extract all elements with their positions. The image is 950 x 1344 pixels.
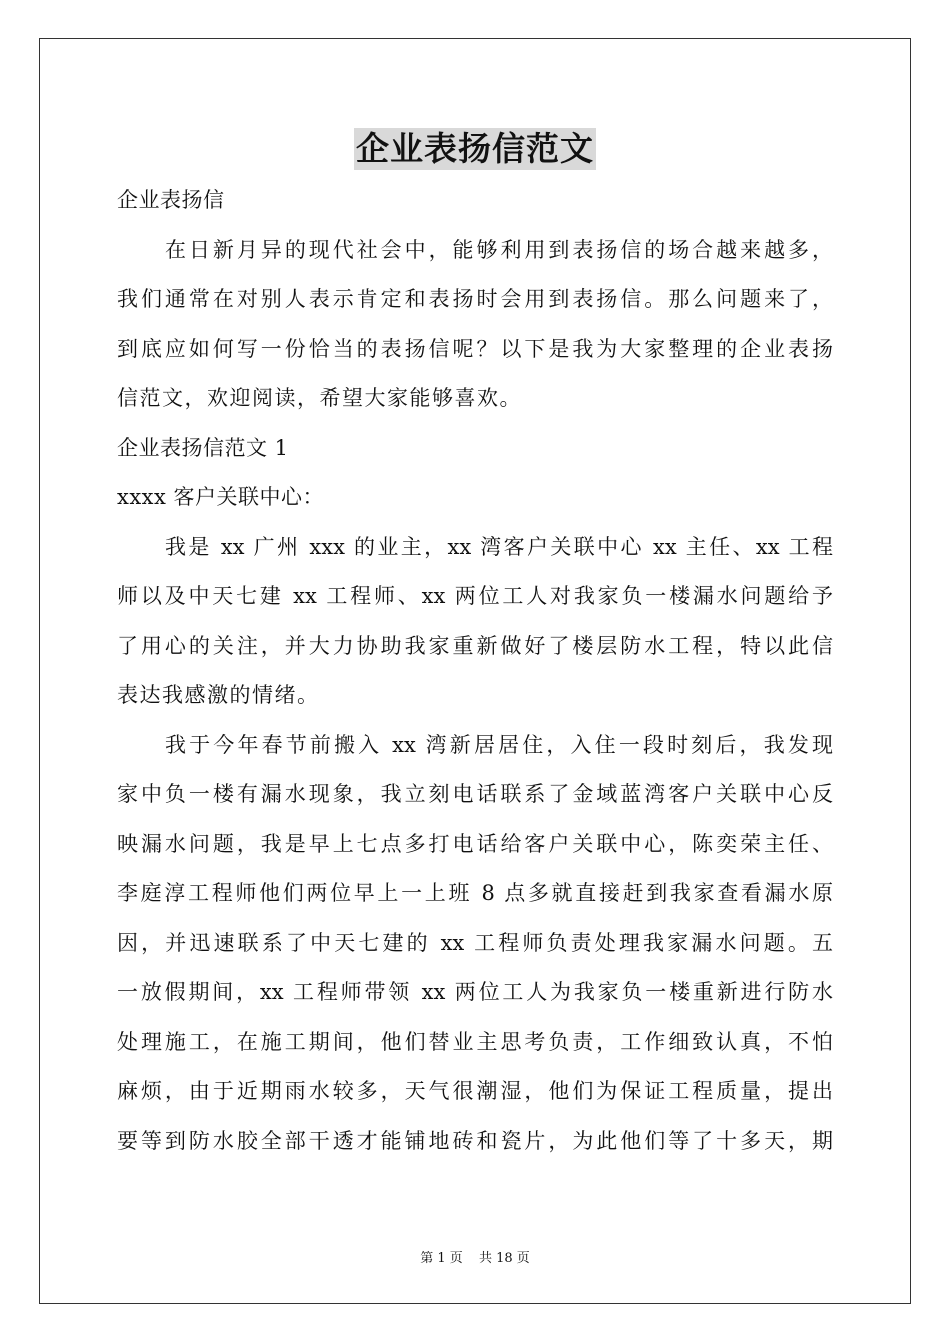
- text-line: 在日新月异的现代社会中，能够利用到表扬信的场合越来越多，: [165, 237, 833, 262]
- text-line: 企业表扬信: [117, 188, 225, 212]
- text-line: 李庭淳工程师他们两位早上一上班 8 点多就直接赶到我家查看漏水原: [117, 881, 833, 905]
- text-line: 家中负一楼有漏水现象，我立刻电话联系了金域蓝湾客户关联中心反: [117, 782, 833, 806]
- text-line: 到底应如何写一份恰当的表扬信呢？以下是我为大家整理的企业表扬: [117, 336, 833, 361]
- text-line: 要等到防水胶全部干透才能铺地砖和瓷片，为此他们等了十多天，期: [117, 1128, 833, 1153]
- page-footer: [0, 1247, 950, 1266]
- text-line: 我是 xx 广州 xxx 的业主，xx 湾客户关联中心 xx 主任、xx 工程: [165, 534, 833, 559]
- document-body: [117, 176, 833, 1166]
- text-line: 处理施工，在施工期间，他们替业主思考负责，工作细致认真，不怕: [117, 1029, 833, 1054]
- document-title: 企业表扬信范文: [356, 129, 594, 168]
- text-line: 企业表扬信范文 1: [117, 435, 289, 460]
- page-total: 共 18 页: [478, 1251, 530, 1266]
- text-line: xxxx 客户关联中心：: [117, 485, 325, 509]
- text-line: 师以及中天七建 xx 工程师、xx 两位工人对我家负一楼漏水问题给予: [117, 584, 833, 608]
- text-line: 麻烦，由于近期雨水较多，天气很潮湿，他们为保证工程质量，提出: [117, 1079, 833, 1103]
- text-line: 因，并迅速联系了中天七建的 xx 工程师负责处理我家漏水问题。五: [117, 930, 833, 955]
- text-line: 表达我感激的情绪。: [117, 683, 320, 707]
- text-line: 我们通常在对别人表示肯定和表扬时会用到表扬信。那么问题来了，: [117, 287, 833, 311]
- title-container: [0, 128, 950, 170]
- text-line: 信范文，欢迎阅读，希望大家能够喜欢。: [117, 386, 522, 410]
- text-line: 我于今年春节前搬入 xx 湾新居居住，入住一段时刻后，我发现: [165, 732, 833, 757]
- page-number: 第 1 页: [420, 1251, 463, 1266]
- text-line: 一放假期间，xx 工程师带领 xx 两位工人为我家负一楼重新进行防水: [117, 980, 833, 1004]
- text-line: 映漏水问题，我是早上七点多打电话给客户关联中心，陈奕荣主任、: [117, 831, 833, 856]
- text-line: 了用心的关注，并大力协助我家重新做好了楼层防水工程，特以此信: [117, 633, 833, 658]
